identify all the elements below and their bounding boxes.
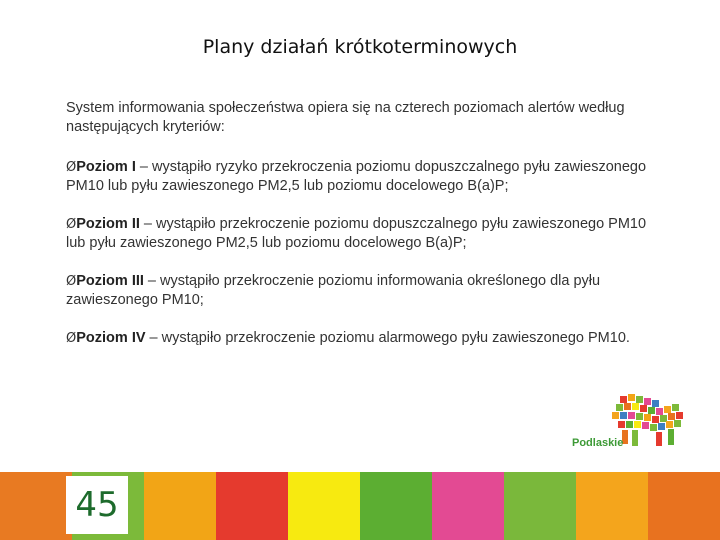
footer-color-strip: [504, 472, 576, 540]
slide-title: Plany działań krótkoterminowych: [202, 36, 518, 58]
list-item: [66, 158, 666, 196]
arrow-bullet-icon: Ø: [66, 274, 77, 289]
logo-text: Podlaskie: [572, 437, 624, 449]
page-number: 45: [75, 485, 119, 525]
podlaskie-logo: [572, 386, 690, 461]
arrow-bullet-icon: Ø: [66, 217, 77, 232]
level-label: Poziom III: [76, 273, 144, 289]
level-description: – wystąpiło przekroczenie poziomu alarmowego pyłu zawieszonego PM10.: [145, 330, 630, 346]
intro-paragraph: System informowania społeczeństwa opiera się na czterech poziomach alertów według następujących kryteriów:: [66, 100, 625, 135]
level-label: Poziom IV: [76, 330, 146, 346]
level-description: – wystąpiło ryzyko przekroczenia poziomu dopuszczalnego pyłu zawieszonego PM10 lub pyłu zawieszonego PM2,5 lub poziomu docelowego B(a)P;: [66, 159, 647, 194]
page-number-box: [66, 476, 128, 534]
footer-color-strip: [360, 472, 432, 540]
level-label: Poziom I: [76, 159, 136, 175]
arrow-bullet-icon: Ø: [66, 160, 77, 175]
footer-color-strip: [144, 472, 216, 540]
list-item: [66, 272, 666, 310]
footer-color-strip: [216, 472, 288, 540]
footer-color-strip: [576, 472, 648, 540]
footer-color-strip: [432, 472, 504, 540]
footer-color-strip: [288, 472, 360, 540]
alert-levels-list: [66, 158, 666, 367]
list-item: [66, 329, 666, 348]
level-description: – wystąpiło przekroczenie poziomu dopuszczalnego pyłu zawieszonego PM10 lub pyłu zawieszonego PM2,5 lub poziomu docelowego B(a)P;: [66, 216, 647, 251]
level-label: Poziom II: [76, 216, 140, 232]
bison-mosaic-icon: [572, 386, 690, 461]
list-item: [66, 215, 666, 253]
footer-color-strip: [648, 472, 720, 540]
arrow-bullet-icon: Ø: [66, 331, 77, 346]
level-description: – wystąpiło przekroczenie poziomu informowania określonego dla pyłu zawieszonego PM10;: [66, 273, 601, 308]
footer-color-strip: [0, 472, 72, 540]
